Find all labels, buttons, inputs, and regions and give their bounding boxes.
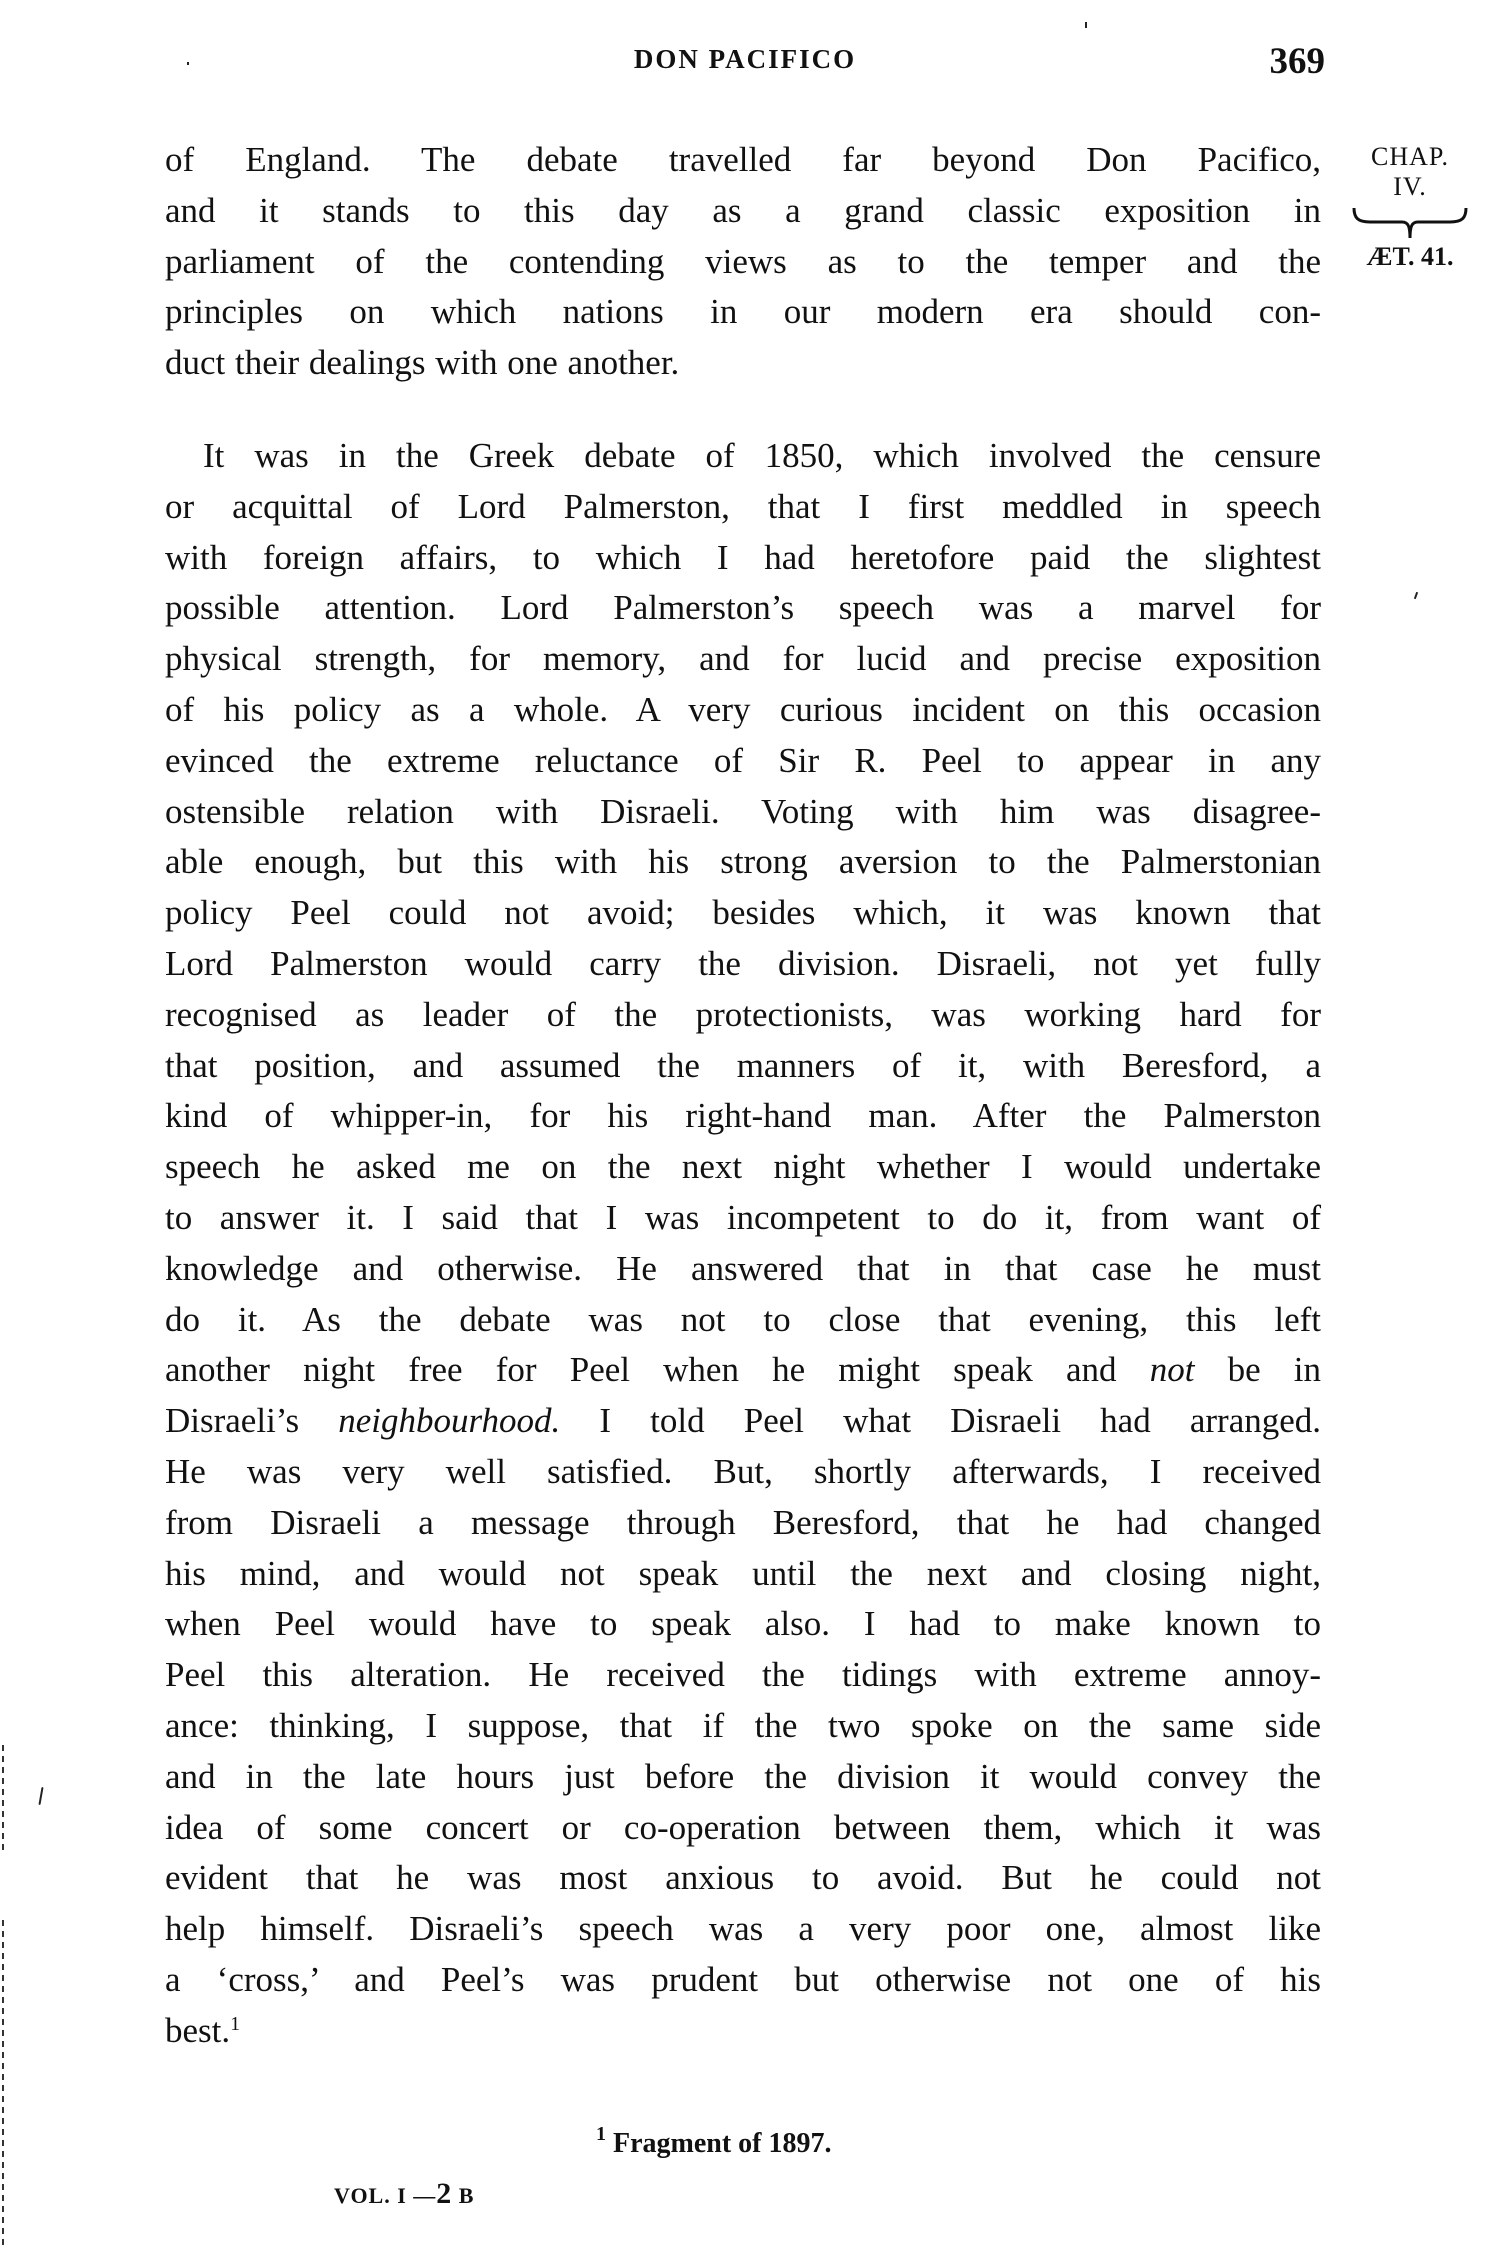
text-segment: I told Peel what Disraeli had arranged.	[599, 1401, 1322, 1441]
footnote-reference[interactable]: 1	[230, 2012, 241, 2035]
page-number: 369	[1269, 41, 1325, 82]
footnote-marker: 1	[596, 2123, 606, 2145]
text-line-mixed	[165, 1396, 1321, 1447]
text-line: Lord Palmerston would carry the division. Disraeli, not yet fully	[165, 943, 1321, 983]
text-line: when Peel would have to speak also. I had to make known to	[165, 1604, 1321, 1644]
text-line: do it. As the debate was not to close that evening, this left	[165, 1299, 1321, 1339]
text-line: and it stands to this day as a grand classic exposition in	[165, 190, 1321, 230]
age-label: ÆT. 41.	[1366, 242, 1454, 271]
text-line: physical strength, for memory, and for lucid and precise exposition	[165, 639, 1321, 679]
text-line: a ‘cross,’ and Peel’s was prudent but otherwise not one of his	[165, 1959, 1321, 1999]
text-line: of his policy as a whole. A very curious incident on this occasion	[165, 689, 1321, 729]
text-line: that position, and assumed the manners of it, with Beresford, a	[165, 1045, 1321, 1085]
scan-speck	[1414, 592, 1418, 599]
text-line: evident that he was most anxious to avoid. But he could not	[165, 1858, 1321, 1898]
text-line: ance: thinking, I suppose, that if the two spoke on the same side	[165, 1705, 1321, 1745]
text-line: or acquittal of Lord Palmerston, that I first meddled in speech	[165, 486, 1321, 526]
text-line: to answer it. I said that I was incompetent to do it, from want of	[165, 1197, 1321, 1237]
signature-letter: B	[458, 2183, 475, 2208]
text-line: evinced the extreme reluctance of Sir R. Peel to appear in any	[165, 740, 1321, 780]
running-title: DON PACIFICO	[633, 44, 857, 74]
scan-speck	[187, 62, 189, 65]
printer-signature	[334, 2177, 474, 2211]
footnote	[596, 2123, 832, 2160]
chapter-label: CHAP.	[1371, 142, 1449, 171]
text-line: knowledge and otherwise. He answered that in that case he must	[165, 1248, 1321, 1288]
text-line: and in the late hours just before the division it would convey the	[165, 1756, 1321, 1796]
text-line: of England. The debate travelled far beyond Don Pacifico,	[165, 140, 1321, 179]
text-line: ostensible relation with Disraeli. Voting with him was disagree-	[165, 791, 1321, 831]
scan-edge-mark	[2, 1745, 4, 1855]
footnote-text: Fragment of 1897.	[613, 2128, 832, 2159]
text-line: from Disraeli a message through Beresford, that he had changed	[165, 1502, 1321, 1542]
text-segment: best.	[165, 2010, 231, 2050]
italic-emphasis: not	[1149, 1350, 1195, 1390]
italic-emphasis: neighbourhood.	[338, 1401, 561, 1441]
text-line: his mind, and would not speak until the next and closing night,	[165, 1553, 1321, 1593]
text-segment: be in	[1227, 1350, 1322, 1390]
chapter-number: IV.	[1393, 172, 1427, 201]
text-line: parliament of the contending views as to the temper and the	[165, 241, 1321, 281]
text-line: speech he asked me on the next night whether I would undertake	[165, 1147, 1321, 1187]
text-line: possible attention. Lord Palmerston’s speech was a marvel for	[165, 588, 1321, 628]
text-segment: another night free for Peel when he might speak and	[165, 1350, 1117, 1390]
text-line-mixed	[165, 2006, 1321, 2057]
scan-speck	[38, 1787, 43, 1805]
text-line: kind of whipper-in, for his right-hand man. After the Palmerston	[165, 1096, 1321, 1136]
margin-sidenote	[1340, 142, 1480, 272]
paragraph-1	[165, 135, 1321, 389]
paragraph-2	[165, 431, 1321, 2057]
text-line: Peel this alteration. He received the tidings with extreme annoy-	[165, 1655, 1321, 1695]
text-line: with foreign affairs, to which I had heretofore paid the slightest	[165, 537, 1321, 577]
text-line: able enough, but this with his strong aversion to the Palmerstonian	[165, 842, 1321, 882]
signature-prefix: VOL. I —	[334, 2183, 437, 2208]
text-line: help himself. Disraeli’s speech was a very poor one, almost like	[165, 1909, 1321, 1949]
curly-brace-icon	[1350, 206, 1470, 240]
scan-edge-mark	[2, 1920, 4, 2245]
scan-speck	[1085, 22, 1087, 28]
signature-number: 2	[436, 2177, 453, 2210]
text-segment: Disraeli’s	[165, 1401, 300, 1441]
text-line-mixed	[165, 1345, 1321, 1396]
text-line: idea of some concert or co-operation between them, which it was	[165, 1807, 1321, 1847]
text-line: recognised as leader of the protectionists, was working hard for	[165, 994, 1321, 1034]
text-line: duct their dealings with one another.	[165, 343, 680, 383]
text-line: It was in the Greek debate of 1850, which involved the censure	[203, 436, 1321, 475]
text-line: policy Peel could not avoid; besides which, it was known that	[165, 893, 1321, 933]
text-line: He was very well satisfied. But, shortly afterwards, I received	[165, 1451, 1321, 1491]
text-line: principles on which nations in our modern era should con-	[165, 292, 1321, 332]
